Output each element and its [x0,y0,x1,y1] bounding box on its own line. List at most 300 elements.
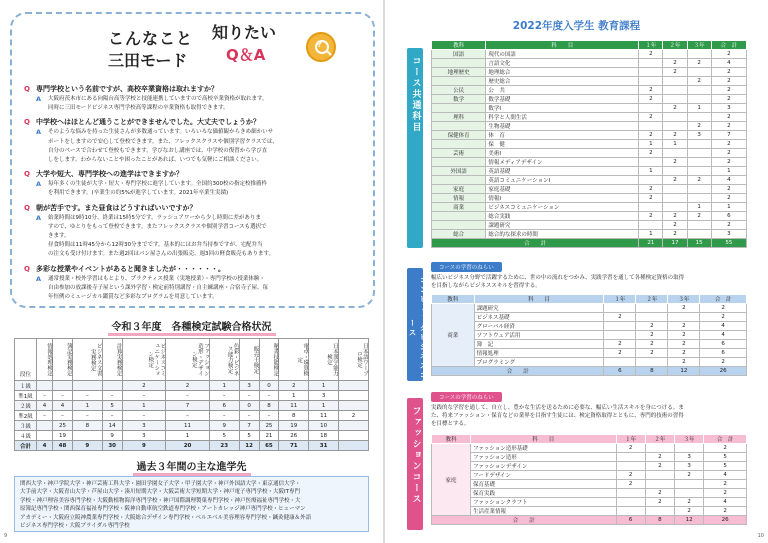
fashion-subject: 保育基礎 [470,480,616,489]
cert-cell: 21 [259,431,279,441]
qa-title-line1: こんなこと [108,29,194,48]
cert-cell: 11 [166,421,210,431]
computer-credit: 2 [636,331,668,340]
common-credit [687,140,711,149]
common-row [432,221,747,230]
computer-group: 商業 [432,304,475,367]
cert-cell: – [209,411,239,421]
computer-total-cell: 合 計 [432,367,604,376]
common-credit: 2 [663,59,687,68]
common-credit [687,221,711,230]
common-header: 教科 [432,41,486,50]
fashion-credit: 2 [645,462,674,471]
common-credit [639,158,663,167]
common-total-cell: 合 計 [432,239,639,248]
computer-credit: 6 [700,349,747,358]
fashion-credit: 2 [645,453,674,462]
common-credit: 2 [639,50,663,59]
cert-cell: – [166,391,210,401]
common-row [432,122,747,131]
computer-credit: 2 [668,340,700,349]
common-group [432,176,486,185]
fashion-row [432,507,747,516]
cert-cell: – [53,411,73,421]
common-credit [687,95,711,104]
fashion-credit [616,498,645,507]
common-group [432,77,486,86]
fashion-credit [675,489,704,498]
fashion-credit [645,444,674,453]
common-credit: 2 [687,212,711,221]
common-credit: 2 [711,185,746,194]
common-credit: 6 [711,212,746,221]
cert-cell: 8 [259,401,279,411]
answer [24,214,369,260]
fashion-row [432,471,747,480]
fashion-credit [616,507,645,516]
qa-item [24,117,369,165]
cert-cell: 2 [339,411,369,421]
answer [24,275,369,303]
fashion-credit: 3 [675,462,704,471]
common-header: １年 [639,41,663,50]
common-credit [639,68,663,77]
cert-cell: – [259,411,279,421]
fashion-row [432,444,747,453]
common-subject: 保 健 [486,140,639,149]
cert-corner: 段位 [15,339,37,381]
fashion-total-cell: 12 [675,516,704,525]
common-credit: 2 [639,131,663,140]
cert-total-cell: 9 [72,441,102,451]
banner-fashion-text: ファッションコース [410,406,421,505]
common-row [432,203,747,212]
fashion-row [432,453,747,462]
fashion-credit: 3 [675,453,704,462]
common-credit: 2 [711,77,746,86]
cert-cell: 7 [239,421,259,431]
common-credit: 2 [711,158,746,167]
fashion-credit: 2 [704,507,747,516]
common-credit: 4 [711,59,746,68]
cert-header: ビジネス文書実務検定 [72,339,102,381]
qa-item [24,264,369,303]
cert-cell: 10 [309,421,339,431]
common-credit: 2 [639,86,663,95]
qa-item [24,203,369,260]
common-credit [687,68,711,77]
fashion-credit: 2 [616,471,645,480]
cert-cell [339,401,369,411]
cert-cell: – [122,411,166,421]
common-total-row [432,239,747,248]
computer-total-cell: 6 [604,367,636,376]
answer [24,95,369,113]
magnifier-question-icon: ? [306,32,336,62]
common-credit [687,149,711,158]
cert-row-label: ４級 [15,431,37,441]
answer-mark: A [36,95,42,103]
fashion-credit: 4 [704,498,747,507]
cert-cell: 4 [37,401,53,411]
fashion-subject: ファッション造形 [470,453,616,462]
cert-cell: 26 [279,431,309,441]
cert-cell: 1 [122,401,166,411]
fashion-credit: 2 [675,498,704,507]
computer-row [432,331,747,340]
question-text: 中学校へはほとんど通うことができませんでした。大丈夫でしょうか？ [36,118,260,127]
computer-header: ２年 [636,295,668,304]
answer-text: 大阪府茨木市にある向陽台高等学校と技能連携していますので高校卒業資格が取れます。 同時に三田モードビジネス専門学校高等課程の卒業資格も取得できます。 [48,96,268,112]
cert-cell: 3 [239,381,259,391]
cert-row [15,421,369,431]
common-group: 理科 [432,113,486,122]
common-subject: 総合的な探求の時間 [486,230,639,239]
common-credit: 2 [639,95,663,104]
common-credit [663,77,687,86]
common-row [432,167,747,176]
fashion-credit: 2 [704,444,747,453]
question-text: 専門学校という名前ですが、高校卒業資格は取れますか？ [36,85,218,93]
cert-cell: – [53,391,73,401]
common-subject: 情報Ⅰ [486,194,639,203]
question-mark: Q [24,264,30,273]
common-group: 情報 [432,194,486,203]
common-credit: 2 [639,149,663,158]
computer-credit [636,313,668,322]
common-header: 科 目 [486,41,639,50]
fashion-credit: 2 [645,498,674,507]
cert-cell: 19 [53,431,73,441]
qa-box [10,12,375,308]
common-credit [663,167,687,176]
cert-header: 色彩・ビジネス能力検定 [209,339,239,381]
common-group [432,158,486,167]
common-credit: 1 [663,140,687,149]
common-credit: 2 [711,194,746,203]
banner-fashion [407,398,423,530]
fashion-credit [616,489,645,498]
fashion-subject: 保育実践 [470,489,616,498]
cert-row-label: ２級 [15,401,37,411]
common-credit: 1 [639,167,663,176]
common-row [432,212,747,221]
computer-row [432,358,747,367]
common-credit: 2 [711,140,746,149]
common-credit [663,149,687,158]
common-row [432,86,747,95]
common-credit [663,113,687,122]
common-credit [687,167,711,176]
computer-credit [636,304,668,313]
common-credit: 2 [711,149,746,158]
computer-subject: 簿 記 [474,340,604,349]
common-subject: 歴史総合 [486,77,639,86]
question-mark: Q [24,118,30,127]
common-header: ２年 [663,41,687,50]
question-mark: Q [24,85,30,93]
common-group: 外国語 [432,167,486,176]
cert-header: 情報処理検定 [37,339,53,381]
fashion-total-cell: 26 [704,516,747,525]
common-subject: 総合実践 [486,212,639,221]
common-credit [687,158,711,167]
computer-credit: 2 [668,304,700,313]
cert-total-cell: 9 [122,441,166,451]
cert-cell [339,381,369,391]
cert-cell: 11 [309,411,339,421]
fashion-credit [675,480,704,489]
fashion-header-row [432,435,747,444]
computer-credit [604,358,636,367]
computer-credit [636,358,668,367]
common-credit: 2 [663,221,687,230]
fashion-row [432,462,747,471]
common-credit [687,185,711,194]
question [24,169,369,180]
cert-cell: – [239,391,259,401]
fashion-total-cell: 8 [645,516,674,525]
common-credit: 2 [711,86,746,95]
common-credit [663,95,687,104]
cert-total-cell [339,441,369,451]
qa-title [108,22,278,80]
cert-total-cell: 48 [53,441,73,451]
answer-text: 通常授業・校外学習はもとより、プラクティス授業（実地授業）・専門学校の授業体験・ 自由参加の放課後寺子屋という課外学習・検定前特別講習・自主練講座・合宿寺子屋、毎 年恒例のミュージカル鑑賞など多彩なプログラムを用意しています。 [48,275,269,301]
common-row [432,176,747,185]
common-credit [663,50,687,59]
cert-cell: 5 [239,431,259,441]
common-header: ３年 [687,41,711,50]
common-subject: 数学Ⅰ [486,104,639,113]
common-subject: 数学基礎 [486,95,639,104]
common-credit [687,86,711,95]
computer-credit: 2 [604,313,636,322]
cert-row [15,411,369,421]
question-mark: Q [24,203,30,212]
common-group [432,140,486,149]
cert-cell: 2 [166,381,210,391]
common-credit: 2 [711,122,746,131]
common-credit: 3 [711,230,746,239]
common-credit [687,230,711,239]
page-number-right: 10 [757,533,764,539]
common-row [432,149,747,158]
computer-header: 科 目 [474,295,604,304]
question [24,117,369,128]
cert-cell: – [102,411,122,421]
cert-cell: – [209,391,239,401]
common-credit [663,203,687,212]
qa-title-line2: 三田モード [108,51,188,70]
banner-common-text: コース共通科目 [410,56,421,133]
common-row [432,77,747,86]
computer-credit: 2 [636,322,668,331]
left-page [0,0,383,543]
cert-total-cell: 4 [37,441,53,451]
computer-credit: 6 [700,340,747,349]
fashion-credit: 4 [704,471,747,480]
fashion-credit [645,480,674,489]
fashion-total-cell: 6 [616,516,645,525]
computer-credit: 2 [636,340,668,349]
computer-credit: 2 [668,331,700,340]
cert-cell: 1 [209,381,239,391]
cert-total-cell: 31 [309,441,339,451]
common-credit [687,50,711,59]
common-credit: 1 [711,203,746,212]
question-text: 大学や短大、専門学校への進学はできますか？ [36,170,183,179]
cert-cell [72,431,102,441]
common-credit [663,86,687,95]
common-subject: 現代の国語 [486,50,639,59]
fashion-credit: 2 [704,480,747,489]
common-row [432,131,747,140]
common-subject: 公 共 [486,86,639,95]
computer-aim [431,262,747,290]
common-group [432,104,486,113]
cert-row-label: １級 [15,381,37,391]
answer-mark: A [36,213,42,222]
computer-aim-label: コースの学習のねらい [431,262,502,272]
common-group: 総合 [432,230,486,239]
cert-row [15,431,369,441]
fashion-subject: ファッション造形基礎 [470,444,616,453]
common-credit [639,59,663,68]
fashion-total-cell: 合 計 [432,516,617,525]
computer-subject: 課題研究 [474,304,604,313]
fashion-header: １年 [616,435,645,444]
qa-title-line4: Q＆A [226,46,266,64]
cert-cell [339,431,369,441]
common-subjects-table [431,40,747,248]
fashion-aim-text: 実践的な学習を通して、自立し、豊かな生活を送るために必要な、幅広い生活スキルを身につける。ま た、将来ファッション・保育などの業界を目指す生徒には、検定資格取得とともに、専門的技術の習得 を目標とする。 [431,405,684,427]
cert-title-text: 令和３年度 各種検定試験合格状況 [108,322,276,336]
cert-cell: 2 [122,381,166,391]
common-group [432,59,486,68]
computer-credit [604,331,636,340]
common-subject: 美術Ⅰ [486,149,639,158]
cert-total-cell: 23 [209,441,239,451]
computer-credit: 2 [604,340,636,349]
banner-common [407,48,423,248]
dest-section-title [0,458,383,473]
fashion-subject: ファッションクラフト [470,498,616,507]
cert-cell: 0 [239,401,259,411]
fashion-credit: 2 [616,480,645,489]
fashion-credit [616,453,645,462]
common-row [432,95,747,104]
cert-row-label: ３級 [15,421,37,431]
fashion-total-row [432,516,747,525]
cert-header-row [15,339,369,381]
common-credit: 1 [711,167,746,176]
common-subject: 英語基礎 [486,167,639,176]
cert-table [14,338,369,451]
computer-subject: ソフトウェア活用 [474,331,604,340]
cert-cell: – [122,391,166,401]
computer-row [432,340,747,349]
computer-total-cell: 26 [700,367,747,376]
common-total-cell: 21 [639,239,663,248]
cert-cell: 9 [102,431,122,441]
question-text: 多彩な授業やイベントがあると聞きましたが・・・・・・。 [36,264,225,273]
common-credit: 2 [663,104,687,113]
banner-computer [407,268,428,381]
computer-credit [668,313,700,322]
fashion-header: ３年 [675,435,704,444]
cert-cell: 6 [209,401,239,411]
cert-cell [339,421,369,431]
computer-credit: 4 [700,322,747,331]
common-group [432,212,486,221]
cert-total-cell: 12 [239,441,259,451]
cert-cell: 5 [102,401,122,411]
computer-credit [604,322,636,331]
cert-cell: 0 [259,381,279,391]
computer-subject: ビジネス基礎 [474,313,604,322]
common-row [432,68,747,77]
common-credit: 2 [711,68,746,77]
computer-header-row [432,295,747,304]
computer-header: １年 [604,295,636,304]
cert-cell: 1 [309,381,339,391]
computer-row [432,304,747,313]
computer-credit: 2 [668,358,700,367]
common-credit [687,194,711,203]
answer-text: 毎年多くの生徒が大学・短大・専門学校に進学しています。全国約300校の指定校推薦枠 を利用できます。(卒業生の約5%が進学しています。2021年卒業生実績) [48,181,268,197]
computer-row [432,322,747,331]
answer [24,180,369,198]
cert-total-cell: 20 [166,441,210,451]
fashion-credit: 5 [704,462,747,471]
fashion-subject: 生活産業情報 [470,507,616,516]
cert-total-label: 合計 [15,441,37,451]
computer-credit [604,304,636,313]
answer-mark: A [36,128,42,137]
common-header: 合 計 [711,41,746,50]
fashion-group: 家庭 [432,444,471,516]
common-credit [639,176,663,185]
common-credit: 3 [711,104,746,113]
common-subject: 体 育 [486,131,639,140]
fashion-credit [675,444,704,453]
dest-list: 関西大学・神戸学院大学・神戸芸術工科大学・園田学園女子大学・甲子園大学・神戸外国語大学・東京通信大学・ 大手前大学・大阪青山大学・芦屋山大学・湊川短期大学・大阪芸術大学短期大学・神戸電子専門学校・大阪IT専門 学校・神戸理容美容専門学校・大阪動植物海洋専門学校・神戸国際調理製菓専門学校・神戸医療福祉専門学校・大 原簿記専門学校・関西保育福祉専門学校・阪神自動車航空鉄道専門学校・アートカレッジ神戸専門学校・ヒューマン アカデミー・大阪府立阪神農業専門学校・大阪総合デザイン専門学校・ベルエベル美容理容専門学校・鍼灸健康＆外語 ビジネス専門学校・大阪ブライダル専門学校 [14,476,369,532]
common-credit: 2 [711,95,746,104]
common-credit [663,185,687,194]
question-mark: Q [24,170,30,179]
common-credit: 2 [639,194,663,203]
dest-title-text: 過去３年間の主な進学先 [133,462,251,476]
cert-cell: 9 [209,421,239,431]
cert-cell: 1 [279,391,309,401]
fashion-credit: 2 [675,471,704,480]
common-group: 芸術 [432,149,486,158]
common-subject: 家庭基礎 [486,185,639,194]
common-row [432,104,747,113]
cert-row-label: 準1級 [15,391,37,401]
cert-cell: 7 [166,401,210,411]
fashion-credit: 2 [704,489,747,498]
common-credit [639,221,663,230]
computer-credit: 2 [700,304,747,313]
cert-cell: – [72,391,102,401]
cert-cell: – [37,391,53,401]
common-subject: 英語コミュニケーションⅠ [486,176,639,185]
common-credit: 4 [711,176,746,185]
fashion-row [432,489,747,498]
cert-total-cell: 71 [279,441,309,451]
